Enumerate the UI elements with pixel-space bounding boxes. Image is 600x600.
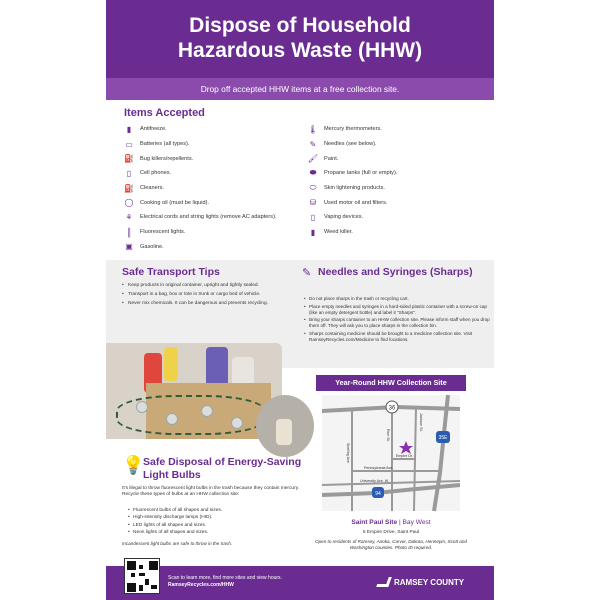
collection-site-map <box>316 375 466 515</box>
light-bulb-icon: 💡 <box>122 455 145 475</box>
hwy-36-label: 36 <box>388 405 396 412</box>
list-item <box>122 210 312 225</box>
university-label: University Ave. W. <box>360 479 389 483</box>
list-item: • Keep products in original container, upright and tightly sealed. <box>122 283 282 288</box>
list-item: • Neon lights of all shapes and sizes. <box>128 529 303 536</box>
list-item: • Do not place sharps in the trash or recycling cart. <box>304 296 490 302</box>
string-lights-icon: ⚘ <box>125 212 133 222</box>
propane-tank-icon: ⬬ <box>309 168 317 178</box>
footer-line-1: Scan to learn more, find more sites and view hours. <box>168 575 282 581</box>
bulbs-intro: It's illegal to throw fluorescent light bulbs in the trash because they contain mercury. Recycle these types of bulbs at an HHW collection site: <box>122 486 300 498</box>
list-item <box>122 181 312 196</box>
list-item: • Sharps containing medicine should be brought to a medicine collection site. Visit RamseyRecycles.com/Medicine to find locations. <box>304 331 490 343</box>
spray-bottle-icon: ⛽ <box>124 183 134 193</box>
item-label: Cell phones. <box>140 170 172 177</box>
tube-light-icon: ║ <box>126 227 132 237</box>
page-title <box>106 0 494 63</box>
site-heading <box>316 519 466 526</box>
list-item <box>122 122 312 137</box>
list-item <box>306 166 496 181</box>
ramsey-logo-mark-icon <box>376 577 392 587</box>
list-item <box>122 137 312 152</box>
items-list-left <box>122 122 312 254</box>
site-note: Open to residents of Ramsey, Anoka, Carver, Dakota, Hennepin, Scott and Washington counties. Photo ID required. <box>315 539 467 550</box>
item-label: Mercury thermometers. <box>324 126 382 133</box>
bulbs-heading: Safe Disposal of Energy-Saving Light Bulbs <box>143 456 302 481</box>
list-item <box>122 166 312 181</box>
bulbs-note: Incandescent light bulbs are safe to throw in the trash. <box>122 541 233 546</box>
jackson-label: Jackson St. <box>419 413 423 432</box>
item-label: Vaping devices. <box>324 214 364 221</box>
item-label: Bug killers/repellents. <box>140 155 194 162</box>
bulb-image <box>201 405 213 417</box>
transport-tips-list <box>122 283 282 310</box>
needles-tips-list <box>304 296 490 345</box>
bulb-image <box>231 417 243 429</box>
phone-icon: ▯ <box>126 168 132 178</box>
aerosol-icon: ▮ <box>126 124 132 134</box>
hhw-poster <box>106 0 494 600</box>
item-label: Propane tanks (full or empty). <box>324 170 398 177</box>
header-banner <box>106 0 494 78</box>
empire-label: Empire Dr. <box>396 454 413 458</box>
subtitle-banner: Drop off accepted HHW items at a free collection site. <box>106 78 494 100</box>
ramsey-brand-text: RAMSEY COUNTY <box>394 577 465 587</box>
bulb-image <box>166 413 178 425</box>
vape-icon: ▯ <box>310 212 316 222</box>
item-label: Skin lightening products. <box>324 185 385 192</box>
syringe-icon: ✎ <box>302 267 312 279</box>
list-item <box>306 122 496 137</box>
footer-text <box>168 575 282 589</box>
list-item <box>122 195 312 210</box>
cream-jar-icon: ⬭ <box>309 183 317 193</box>
hand-holding-bulb-photo <box>256 395 314 457</box>
paint-brush-icon: 🖌 <box>307 154 319 164</box>
list-item <box>122 225 312 240</box>
spray-bottle-icon: ⛽ <box>124 154 134 164</box>
item-label: Fluorescent lights. <box>140 229 186 236</box>
list-item: • Transport in a bag, box or tote in trunk or cargo bed of vehicle. <box>122 292 282 297</box>
map-graphic <box>316 393 466 513</box>
map-title: Year-Round HHW Collection Site <box>316 375 466 391</box>
needle-icon: ✎ <box>309 139 317 149</box>
list-item <box>306 195 496 210</box>
list-item <box>122 151 312 166</box>
item-label: Weed killer. <box>324 229 353 236</box>
list-item <box>306 225 496 240</box>
list-item: • High-intensity discharge lamps (HID). <box>128 514 303 521</box>
list-item <box>306 181 496 196</box>
footer-url-link[interactable]: RamseyRecycles.com/HHW <box>168 582 234 588</box>
ramsey-county-logo <box>378 577 464 587</box>
cfl-bulb-image <box>276 419 292 445</box>
list-item <box>306 210 496 225</box>
i35e-label: 35E <box>438 435 448 441</box>
item-label: Batteries (all types). <box>140 141 190 148</box>
oil-can-icon: ⛁ <box>309 198 317 208</box>
title-line-1: Dispose of Household <box>189 14 411 37</box>
battery-icon: ▭ <box>125 139 133 149</box>
bulb-image <box>136 401 148 413</box>
list-item <box>306 151 496 166</box>
item-label: Needles (see below). <box>324 141 377 148</box>
item-label: Paint. <box>324 155 339 162</box>
list-item <box>306 137 496 152</box>
weed-killer-icon: ▮ <box>310 227 316 237</box>
site-address: 5 Empire Drive, Saint Paul <box>362 530 420 535</box>
list-item: • Fluorescent bulbs of all shapes and sizes. <box>128 507 303 514</box>
list-item <box>122 240 312 255</box>
item-label: Cooking oil (must be liquid). <box>140 199 210 206</box>
item-label: Electrical cords and string lights (remove AC adapters). <box>140 214 277 221</box>
list-item: • Never mix chemicals. It can be dangerous and prevents recycling. <box>122 301 282 306</box>
transport-heading: Safe Transport Tips <box>122 266 220 278</box>
bottle-icon: ◯ <box>124 198 134 208</box>
bulbs-list <box>128 507 303 537</box>
list-item: • LED lights of all shapes and sizes. <box>128 522 303 529</box>
pennsylvania-label: Pennsylvania Ave. <box>364 466 394 470</box>
needles-heading: Needles and Syringes (Sharps) <box>318 266 473 278</box>
snelling-label: Snelling Ave. <box>346 443 350 464</box>
items-list-right <box>306 122 496 240</box>
i94-label: 94 <box>375 491 381 497</box>
gas-can-icon: ▣ <box>125 242 133 252</box>
rice-label: Rice St. <box>386 429 390 442</box>
list-item: • Place empty needles and syringes in a hard-sided plastic container with a screw-on cap (like an empty detergent bottle) and label it "Sharps". <box>304 304 490 316</box>
item-label: Gasoline. <box>140 243 164 250</box>
site-name: Saint Paul Site <box>351 519 398 526</box>
title-line-2: Hazardous Waste (HHW) <box>177 39 423 62</box>
list-item: • Bring your sharps container to an HHW collection site. Please inform staff when you drop them off. They will ask you to place sharps in the collection bin. <box>304 317 490 329</box>
item-label: Cleaners. <box>140 185 164 192</box>
item-label: Used motor oil and filters. <box>324 199 388 206</box>
yellow-bottle-image <box>164 347 178 381</box>
qr-code-icon[interactable] <box>124 558 160 594</box>
item-label: Antifreeze. <box>140 126 167 133</box>
items-accepted-heading: Items Accepted <box>124 107 205 119</box>
site-sub: | Bay West <box>397 519 431 526</box>
thermometer-icon: 🌡 <box>307 124 319 134</box>
